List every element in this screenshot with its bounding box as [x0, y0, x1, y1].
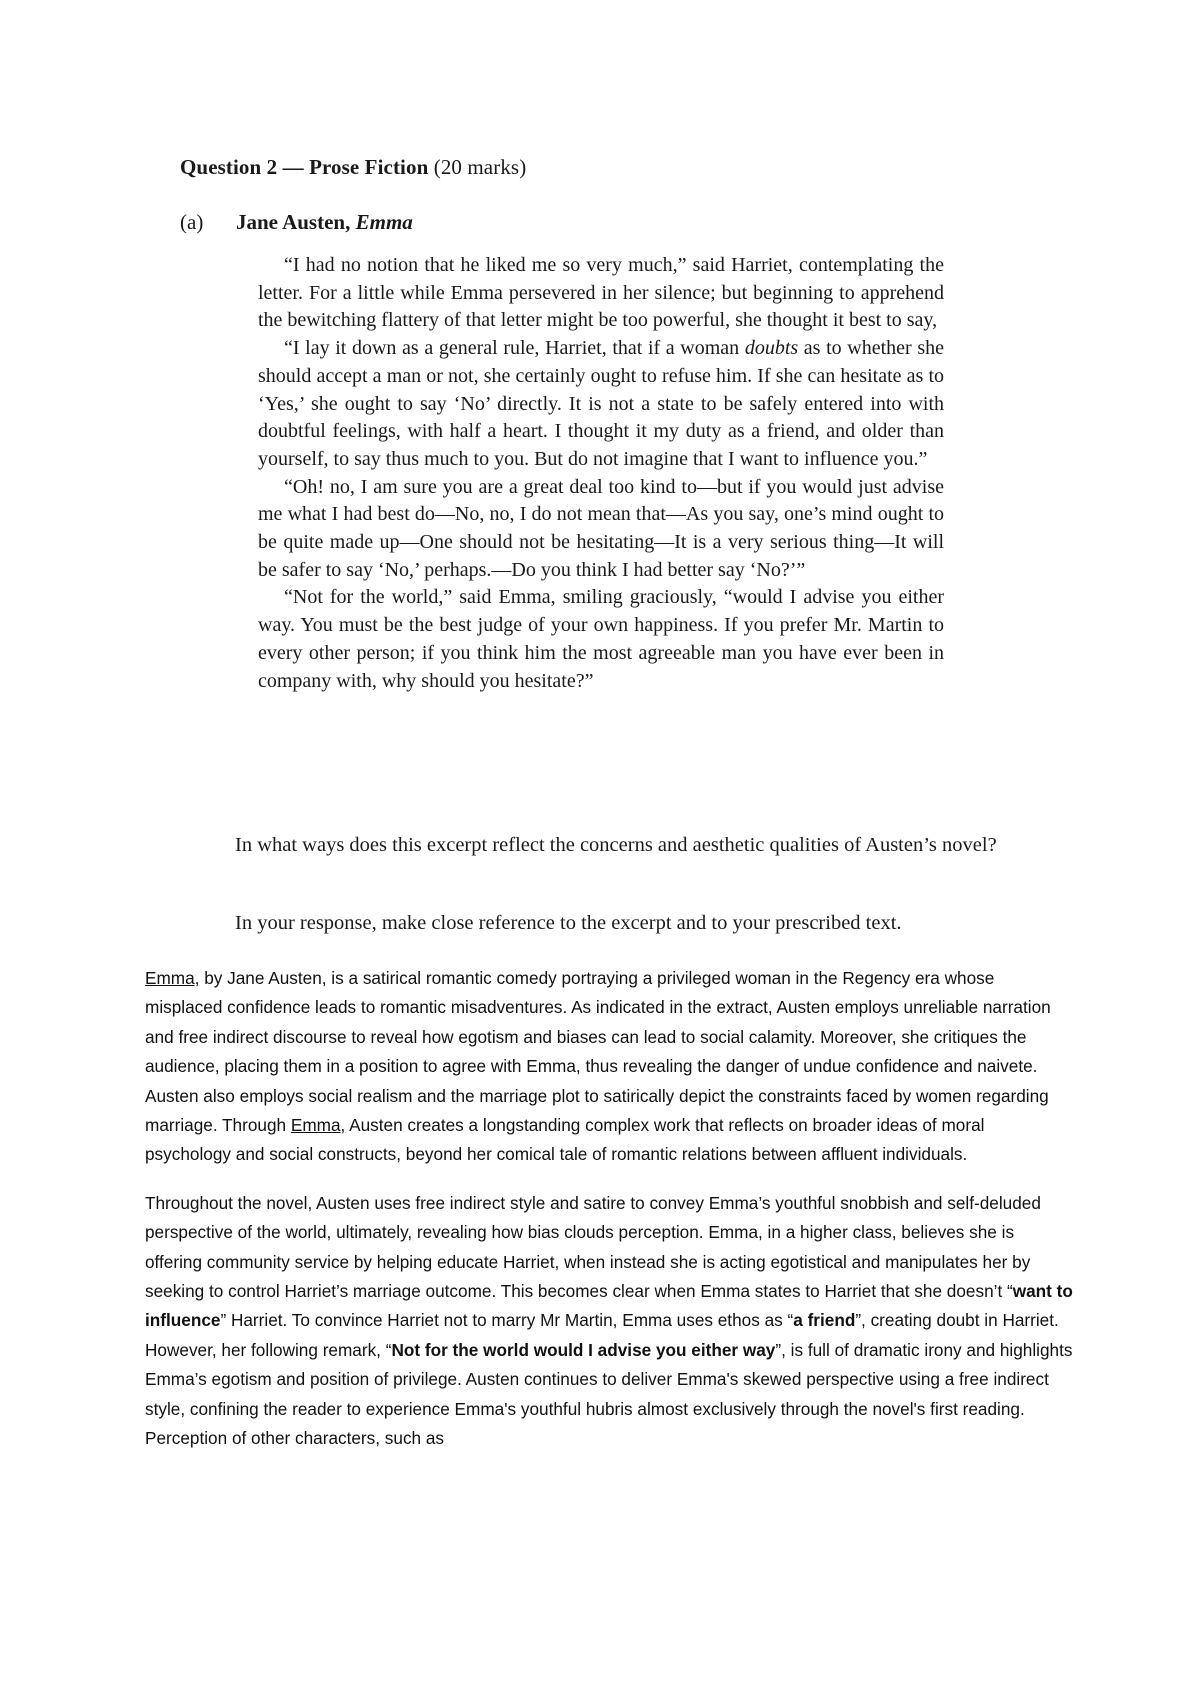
- essay-paragraph-1: [145, 964, 1073, 1170]
- prompt-question: In what ways does this excerpt reflect the concerns and aesthetic qualities of Austen’s novel?: [235, 834, 997, 856]
- question-marks: (20 marks): [433, 155, 527, 179]
- question-heading: [180, 155, 526, 180]
- essay-text: ”, creating doubt in Harriet. However, her following remark, “: [145, 1310, 1059, 1360]
- question-title: Question 2 — Prose Fiction: [180, 155, 429, 179]
- essay-text: Throughout the novel, Austen uses free indirect style and satire to convey Emma’s youthful snobbish and self-deluded perspective of the world, ultimately, revealing how bias clouds perception. Emma, in a higher class, believes she is offering community service by helping educate Harriet, when instead she is acting egotistical and manipulates her by seeking to control Harriet’s marriage outcome. This becomes clear when Emma states to Harriet that she doesn’t “: [145, 1192, 1041, 1302]
- essay-text: ”, is full of dramatic irony and highlights Emma’s egotism and position of privilege. Austen continues to deliver Emma's skewed perspective using a free indirect style, confining the reader to experience Emma's youthful hubris almost exclusively through the novel's first reading. Perception of other characters, such as: [145, 1339, 1073, 1449]
- essay-text: ” Harriet. To convince Harriet not to marry Mr Martin, Emma uses ethos as “: [220, 1310, 794, 1331]
- quoted-phrase: a friend: [793, 1310, 856, 1331]
- part-work-title: Emma: [355, 210, 413, 234]
- quoted-phrase: want to influence: [145, 1281, 1073, 1331]
- excerpt-paragraph: “I had no notion that he liked me so very much,” said Harriet, contemplating the letter. For a little while Emma persevered in her silence; but beginning to apprehend the bewitching flattery of that letter might be too powerful, she thought it best to say,: [258, 254, 944, 332]
- excerpt-paragraph: “Oh! no, I am sure you are a great deal too kind to—but if you would just advise me what I had best do—No, no, I do not mean that—As you say, one’s mind ought to be quite made up—One should not be hesitating—It is a very serious thing—It will be safer to say ‘No,’ perhaps.—Do you think I had better say ‘No?’”: [258, 475, 944, 581]
- excerpt-text: “I lay it down as a general rule, Harriet, that if a woman: [284, 337, 745, 360]
- excerpt-text: as to whether she should accept a man or not, she certainly ought to refuse him. If she can hesitate as to ‘Yes,’ she ought to say ‘No’ directly. It is not a state to be safely entered into with doubtful feelings, with half a heart. I thought it my duty as a friend, and older than yourself, to say thus much to you. But do not imagine that I want to influence you.”: [258, 337, 944, 470]
- essay-paragraph-2: [145, 1189, 1073, 1454]
- underlined-title: Emma,: [145, 968, 200, 988]
- part-author: Jane Austen,: [236, 210, 356, 234]
- essay-response: [145, 964, 1073, 1473]
- quoted-phrase: Not for the world would I advise you either way: [391, 1339, 776, 1360]
- underlined-title: Emma,: [290, 1115, 346, 1136]
- part-heading: [180, 210, 413, 235]
- prompt-instruction: In your response, make close reference to the excerpt and to your prescribed text.: [235, 912, 902, 934]
- question-instruction: [235, 910, 1025, 937]
- question-prompt: [235, 832, 1025, 859]
- excerpt-block: [258, 252, 944, 695]
- essay-text: by Jane Austen, is a satirical romantic comedy portraying a privileged woman in the Regency era whose misplaced confidence leads to romantic misadventures. As indicated in the extract, Austen employs unreliable narration and free indirect discourse to reveal how egotism and biases can lead to social calamity. Moreover, she critiques the audience, placing them in a position to agree with Emma, thus revealing the danger of undue confidence and naivete. Austen also employs social realism and the marriage plot to satirically depict the constraints faced by women regarding marriage. Through: [145, 968, 1051, 1136]
- essay-text: Austen creates a longstanding complex work that reflects on broader ideas of moral psychology and social constructs, beyond her comical tale of romantic relations between affluent individuals.: [145, 1115, 985, 1165]
- excerpt-paragraph: [258, 335, 944, 474]
- part-label: (a): [180, 210, 204, 234]
- excerpt-paragraph: “Not for the world,” said Emma, smiling graciously, “would I advise you either way. You must be the best judge of your own happiness. If you prefer Mr. Martin to every other person; if you think him the most agreeable man you have ever been in company with, why should you hesitate?”: [258, 586, 944, 692]
- excerpt-emphasis: doubts: [744, 337, 799, 360]
